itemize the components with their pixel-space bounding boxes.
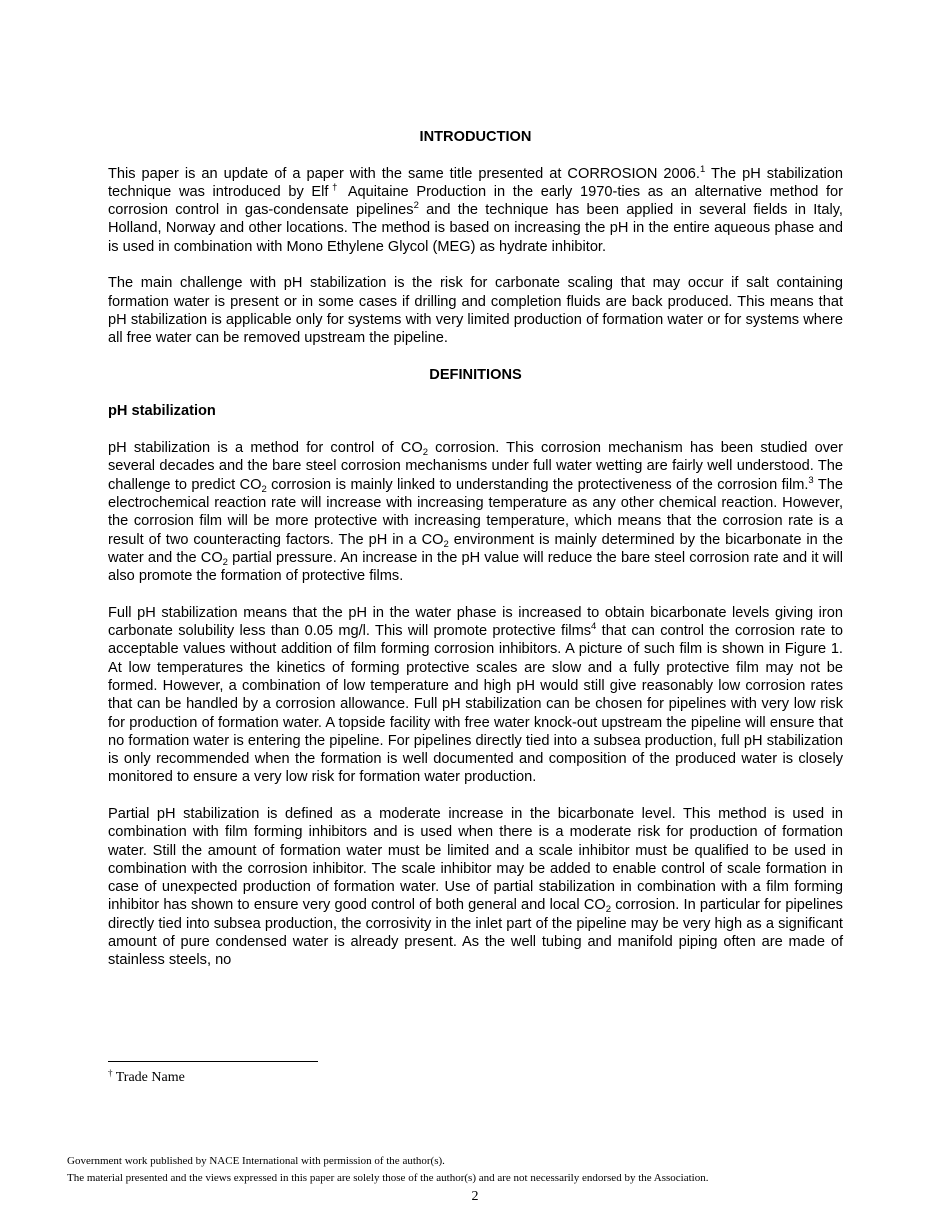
reference-2: 2 — [413, 200, 419, 212]
definitions-paragraph-1: pH stabilization is a method for control of $CO_2$ corrosion. This corrosion mechanism has been studied over several decades and the bare steel corrosion mechanisms under full water wetting are fairly well understood. The challenge to predict $CO_2$ corrosion is mainly linked to understanding the protectiveness of the corrosion film.$^3$ The electrochemical reaction rate will increase with increasing temperature as any other chemical reaction. However, the corrosion film will be more protective with increasing temperature, which means that the corrosion rate is a result of two counteracting factors. The pH in a $CO_2$ environment is mainly determined by the bicarbonate in the water and the $CO_2$ partial pressure. An increase in the pH value will reduce the bare steel corrosion rate and it will also promote the formation of protective films. — [108, 440, 843, 585]
definitions-paragraph-2: Full pH stabilization means that the pH in the water phase is increased to obtain bicarbonate levels giving iron carbonate solubility less than 0.05 mg/l. This will promote protective films$^4$ that can control the corrosion rate to acceptable values without addition of film forming corrosion inhibitors. A picture of such film is shown in Figure 1. At low temperatures the kinetics of forming protective scales are slow and a fully protective film may not be formed. However, a combination of low temperature and high pH would still give reasonably low corrosion rates that can be handled by a corrosion allowance. Full pH stabilization can be chosen for pipelines with very low risk for production of formation water. A topside facility with free water knock-out upstream the pipeline will ensure that no formation water is entering the pipeline. For pipelines directly tied into a subsea production, full pH stabilization is only recommended when the formation is well documented and composition of the produced water is closely monitored to ensure a very low risk for formation water production. — [108, 604, 843, 786]
reference-3: 3 — [808, 474, 814, 486]
introduction-paragraph-2: The main challenge with pH stabilization is the risk for carbonate scaling that may occur if salt containing formation water is present or in some cases if drilling and completion fluids are back produced. This means that pH stabilization is applicable only for systems with very limited production of formation water or for systems where all free water can be removed upstream the pipeline. — [108, 275, 843, 347]
ph-stabilization-subheading: pH stabilization — [108, 403, 216, 420]
footnote-mark: † — [108, 1068, 113, 1078]
reference-1: 1 — [699, 163, 706, 175]
introduction-paragraph-1: This paper is an update of a paper with the same title presented at CORROSION 2006.$^1$ The pH stabilization technique was introduced by Elf† Aquitaine Production in the early 1970-ties as an alternative method for corrosion control in gas-condensate pipelines$^2$ and the technique has been applied in several fields in Italy, Holland, Norway and other locations. The method is based on increasing the pH in the entire aqueous phase and is used in combination with Mono Ethylene Glycol (MEG) as hydrate inhibitor. — [108, 163, 843, 255]
footnote-divider — [108, 1061, 318, 1062]
page-number: 2 — [471, 1189, 479, 1204]
body-text — [108, 128, 843, 970]
publication-footer — [67, 1153, 887, 1187]
footer-line-2: The material presented and the views expressed in this paper are solely those of the author(s) and are not necessarily endorsed by the Association. — [67, 1172, 709, 1184]
introduction-heading: INTRODUCTION — [419, 129, 532, 145]
footer-line-1: Government work published by NACE International with permission of the author(s). — [67, 1155, 445, 1167]
footnote: † Trade Name — [108, 1068, 185, 1085]
dagger-mark: † — [328, 181, 341, 193]
definitions-heading: DEFINITIONS — [429, 366, 522, 383]
definitions-paragraph-3: Partial pH stabilization is defined as a moderate increase in the bicarbonate level. This method is used in combination with film forming inhibitors and is used when there is a moderate risk for production of formation water. Still the amount of formation water must be limited and a scale inhibitor must be qualified to be used in combination with the corrosion inhibitor. The scale inhibitor may be added to enable control of scale formation in case of unexpected production of formation water. Use of partial stabilization in combination with a film forming inhibitor has shown to ensure very good control of both general and local $CO_2$ corrosion. In particular for pipelines directly tied into subsea production, the corrosivity in the inlet part of the pipeline may be very high as a significant amount of pure condensed water is already present. As the well tubing and manifold piping often are made of stainless steels, no — [108, 805, 843, 969]
reference-4: 4 — [591, 621, 597, 633]
